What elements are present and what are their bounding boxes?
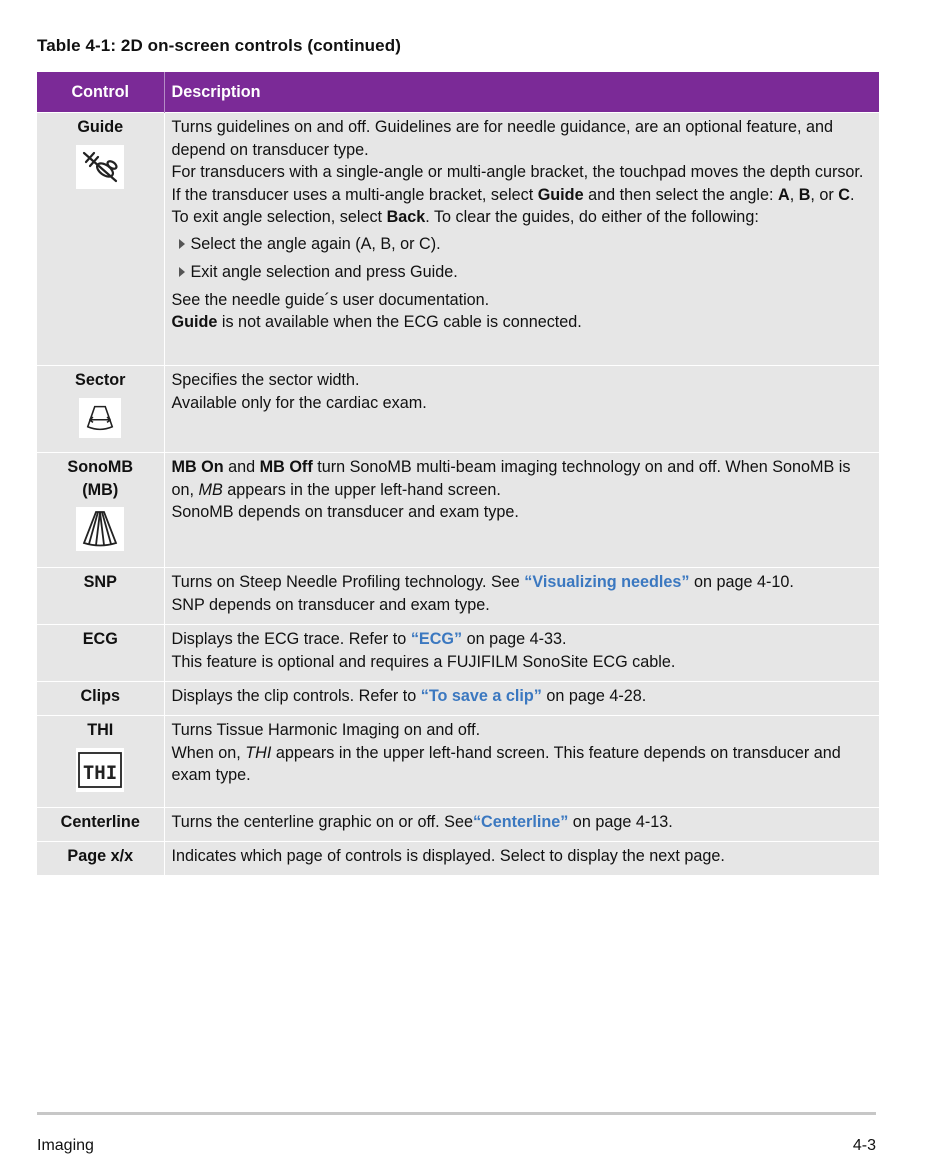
thi-text: When on, — [171, 743, 246, 762]
link-ecg[interactable]: “ECG” — [410, 630, 463, 648]
control-cell-thi — [37, 716, 164, 808]
ecg-desc-1 — [172, 628, 873, 651]
needle-guide-icon — [76, 145, 124, 189]
link-centerline[interactable]: “Centerline” — [472, 813, 569, 831]
link-visualizing-needles[interactable]: “Visualizing needles” — [524, 573, 690, 591]
table-header-row — [37, 72, 879, 113]
clips-desc-1 — [172, 685, 873, 708]
mb-off-term: MB Off — [259, 458, 313, 476]
footer-divider — [37, 1112, 876, 1115]
control-cell-centerline: Centerline — [37, 808, 164, 842]
sector-width-icon — [79, 398, 121, 438]
guide-text: . To exit angle selection, select — [171, 185, 855, 226]
table-row-clips — [37, 682, 879, 716]
sonomb-desc-2: SonoMB depends on transducer and exam type. — [171, 503, 519, 521]
control-cell-ecg: ECG — [37, 625, 164, 682]
control-label-guide: Guide — [77, 118, 124, 136]
snp-desc-1 — [172, 571, 873, 594]
control-label-mb: (MB) — [82, 480, 119, 499]
guide-desc-1: Turns guidelines on and off. Guidelines are for needle guidance, are an optional feature, and depend on transducer type. — [171, 118, 833, 159]
guide-text: is not available when the ECG cable is connected. — [217, 313, 582, 331]
guide-text: If the transducer uses a multi-angle bracket, select — [171, 185, 538, 204]
description-cell-snp — [164, 568, 879, 625]
thi-desc-2 — [172, 742, 873, 787]
guide-bullet-list — [172, 233, 873, 284]
guide-text: and then select the angle: — [583, 185, 778, 204]
table-row-ecg — [37, 625, 879, 682]
sonomb-text: turn SonoMB multi-beam imaging technology on and off. When SonoMB is on, — [171, 458, 851, 499]
control-label-sonomb: SonoMB — [67, 458, 134, 476]
footer-section-name: Imaging — [37, 1137, 94, 1154]
table-row-page — [37, 842, 879, 876]
ecg-text: Displays the ECG trace. Refer to — [171, 630, 411, 648]
sonomb-text: and — [223, 458, 260, 476]
separator: , or — [810, 185, 839, 204]
centerline-text: Turns the centerline graphic on or off. See — [171, 813, 473, 831]
description-cell-ecg — [164, 625, 879, 682]
table-row-centerline — [37, 808, 879, 842]
description-cell-centerline — [164, 808, 879, 842]
description-cell-sonomb — [164, 453, 879, 568]
angle-b: B — [798, 185, 811, 204]
description-cell-thi — [164, 716, 879, 808]
table-row-sonomb — [37, 453, 879, 568]
thi-italic-term: THI — [245, 743, 272, 762]
mb-on-term: MB On — [171, 458, 224, 476]
table-row-guide — [37, 113, 879, 366]
controls-table — [37, 72, 879, 875]
thi-text: appears in the upper left-hand screen. This feature depends on transducer and exam type. — [171, 743, 841, 784]
thi-desc-1: Turns Tissue Harmonic Imaging on and off. — [171, 721, 481, 739]
description-cell-sector — [164, 366, 879, 453]
snp-text: Turns on Steep Needle Profiling technology. See — [171, 573, 525, 591]
sonomb-text: appears in the upper left-hand screen. — [222, 480, 501, 499]
guide-desc-5 — [172, 311, 873, 334]
footer-page-number: 4-3 — [852, 1137, 876, 1154]
angle-a: A — [777, 185, 790, 204]
thi-icon-text: THI — [83, 761, 118, 784]
clips-text: Displays the clip controls. Refer to — [171, 687, 421, 705]
centerline-desc-1 — [172, 811, 873, 834]
table-row-thi — [37, 716, 879, 808]
column-header-control: Control — [37, 72, 164, 113]
mb-italic-term: MB — [198, 480, 223, 499]
sonomb-desc-1 — [172, 456, 873, 501]
control-cell-snp: SNP — [37, 568, 164, 625]
control-cell-clips: Clips — [37, 682, 164, 716]
snp-text: on page 4-10. — [689, 573, 794, 591]
angle-c: C — [838, 185, 850, 204]
ecg-desc-2: This feature is optional and requires a FUJIFILM SonoSite ECG cable. — [171, 652, 676, 671]
description-cell-guide — [164, 113, 879, 366]
description-cell-clips — [164, 682, 879, 716]
centerline-text: on page 4-13. — [568, 813, 673, 831]
control-cell-guide — [37, 113, 164, 366]
description-cell-page — [164, 842, 879, 876]
thi-icon — [76, 748, 124, 792]
separator: , — [789, 185, 799, 204]
list-item: Select the angle again (A, B, or C). — [172, 233, 873, 256]
ecg-text: on page 4-33. — [462, 630, 567, 648]
guide-bold-term: Guide — [537, 185, 584, 204]
control-label-sector: Sector — [75, 371, 126, 389]
table-row-sector — [37, 366, 879, 453]
snp-desc-2: SNP depends on transducer and exam type. — [171, 595, 490, 614]
back-term: Back — [386, 208, 426, 226]
column-header-description: Description — [164, 72, 879, 113]
table-title: Table 4-1: 2D on-screen controls (continued) — [37, 36, 401, 55]
control-cell-page: Page x/x — [37, 842, 164, 876]
control-cell-sector — [37, 366, 164, 453]
control-label-thi: THI — [87, 721, 114, 739]
guide-desc-2: For transducers with a single-angle or multi-angle bracket, the touchpad moves the depth cursor. — [171, 163, 864, 181]
guide-desc-3 — [172, 184, 873, 229]
link-save-clip[interactable]: “To save a clip” — [420, 687, 542, 705]
list-item: Exit angle selection and press Guide. — [172, 261, 873, 284]
multi-beam-icon — [76, 507, 124, 551]
clips-text: on page 4-28. — [541, 687, 647, 705]
guide-desc-4: See the needle guide´s user documentation. — [171, 290, 490, 309]
sector-desc-1: Specifies the sector width. — [171, 371, 360, 389]
guide-text: . To clear the guides, do either of the following: — [425, 208, 759, 226]
guide-bold-term: Guide — [171, 313, 218, 331]
control-cell-sonomb — [37, 453, 164, 568]
table-row-snp — [37, 568, 879, 625]
page-desc-1: Indicates which page of controls is displayed. Select to display the next page. — [171, 847, 725, 865]
sector-desc-2: Available only for the cardiac exam. — [171, 393, 427, 412]
